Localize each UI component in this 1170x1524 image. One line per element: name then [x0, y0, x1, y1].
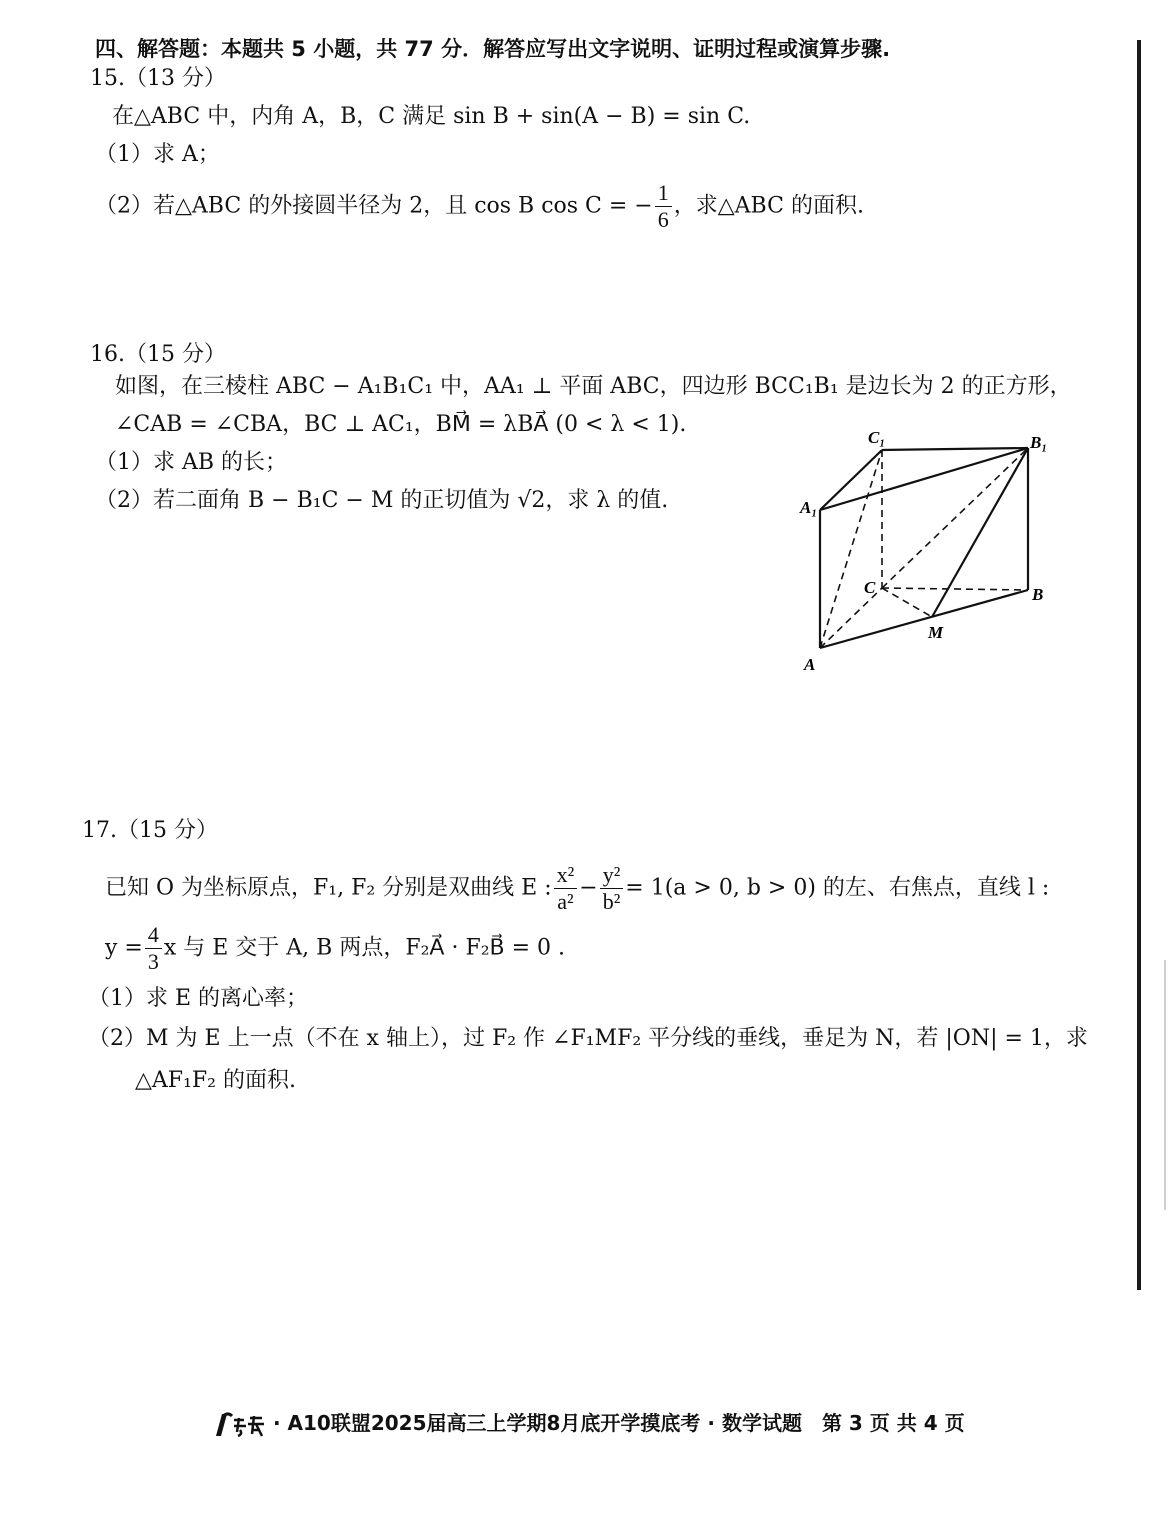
- q17-line2-after: x 与 E 交于 A, B 两点，F₂A⃗ · F₂B⃗ = 0 .: [163, 935, 566, 961]
- q17-minus: −: [579, 875, 598, 901]
- publisher-logo-icon: [210, 1410, 266, 1440]
- label-B1: B₁: [1030, 433, 1048, 452]
- label-C1: C₁: [868, 428, 886, 447]
- q17-line2: [105, 922, 565, 975]
- prism-figure: [790, 420, 1060, 680]
- q17-slope-fraction: [145, 922, 162, 975]
- q17-x-numerator: x²: [554, 862, 578, 889]
- q17-slope-numerator: 4: [145, 922, 162, 949]
- q17-slope-denominator: 3: [147, 949, 159, 974]
- q15-stem: 在△ABC 中，内角 A，B，C 满足 sin B + sin(A − B) = sin C.: [112, 104, 751, 129]
- edge-A-B: [820, 590, 1028, 648]
- q17-x-denominator: a²: [557, 889, 574, 914]
- q15-part1: （1）求 A；: [95, 142, 220, 167]
- q17-part2-line1: （2）M 为 E 上一点（不在 x 轴上），过 F₂ 作 ∠F₁MF₂ 平分线的垂线，垂足为 N，若 |ON| = 1，求: [88, 1026, 1088, 1051]
- q15-part2-before: （2）若△ABC 的外接圆半径为 2，且 cos B cos C = −: [95, 193, 653, 219]
- section-heading: 四、解答题：本题共 5 小题，共 77 分．解答应写出文字说明、证明过程或演算步骤.: [95, 37, 891, 61]
- q17-line2-before: y =: [105, 935, 143, 961]
- q15-fraction-denominator: 6: [657, 207, 669, 232]
- right-edge-shadow: [1164, 960, 1166, 1210]
- q15-fraction-numerator: 1: [655, 180, 672, 207]
- q16-part2: （2）若二面角 B − B₁C − M 的正切值为 √2，求 λ 的值.: [95, 488, 669, 513]
- q15-part2-after: ，求△ABC 的面积.: [673, 193, 864, 219]
- right-margin-rule: [1137, 40, 1141, 1290]
- label-A: A: [804, 655, 816, 674]
- edge-C-B-hidden: [882, 588, 1028, 590]
- q15-number: 15.（13 分）: [90, 66, 226, 91]
- footer-text: · A10联盟2025届高三上学期8月底开学摸底考 · 数学试题 第 3 页 共 4 页: [272, 1411, 965, 1435]
- q16-stem-line2: ∠CAB = ∠CBA，BC ⊥ AC₁，BM⃗ = λBA⃗ (0 < λ < 1).: [115, 412, 687, 437]
- q17-part2-line2: △AF₁F₂ 的面积.: [135, 1068, 296, 1093]
- label-B: B: [1032, 585, 1044, 604]
- q17-part1: （1）求 E 的离心率；: [88, 986, 309, 1011]
- q17-number: 17.（15 分）: [82, 818, 218, 843]
- label-A1: A₁: [800, 498, 818, 517]
- label-M: M: [928, 623, 944, 642]
- q16-number: 16.（15 分）: [90, 342, 226, 367]
- q16-part1: （1）求 AB 的长；: [95, 450, 288, 475]
- q16-stem-line1: 如图，在三棱柱 ABC − A₁B₁C₁ 中，AA₁ ⊥ 平面 ABC，四边形 BCC₁B₁ 是边长为 2 的正方形，: [115, 374, 1072, 399]
- q17-line1-after: = 1(a > 0, b > 0) 的左、右焦点，直线 l :: [625, 875, 1050, 901]
- q15-fraction: [655, 180, 672, 233]
- q17-line1-before: 已知 O 为坐标原点，F₁, F₂ 分别是双曲线 E :: [105, 875, 552, 901]
- edge-C1-B1: [882, 448, 1028, 450]
- q17-line1: [105, 862, 1049, 915]
- edge-C-M-hidden: [882, 588, 932, 617]
- page-footer: [210, 1408, 965, 1440]
- q15-part2: [95, 180, 864, 233]
- q17-x-fraction: [554, 862, 578, 915]
- q17-y-denominator: b²: [602, 889, 621, 914]
- q17-y-numerator: y²: [600, 862, 624, 889]
- label-C: C: [864, 578, 876, 597]
- q17-y-fraction: [600, 862, 624, 915]
